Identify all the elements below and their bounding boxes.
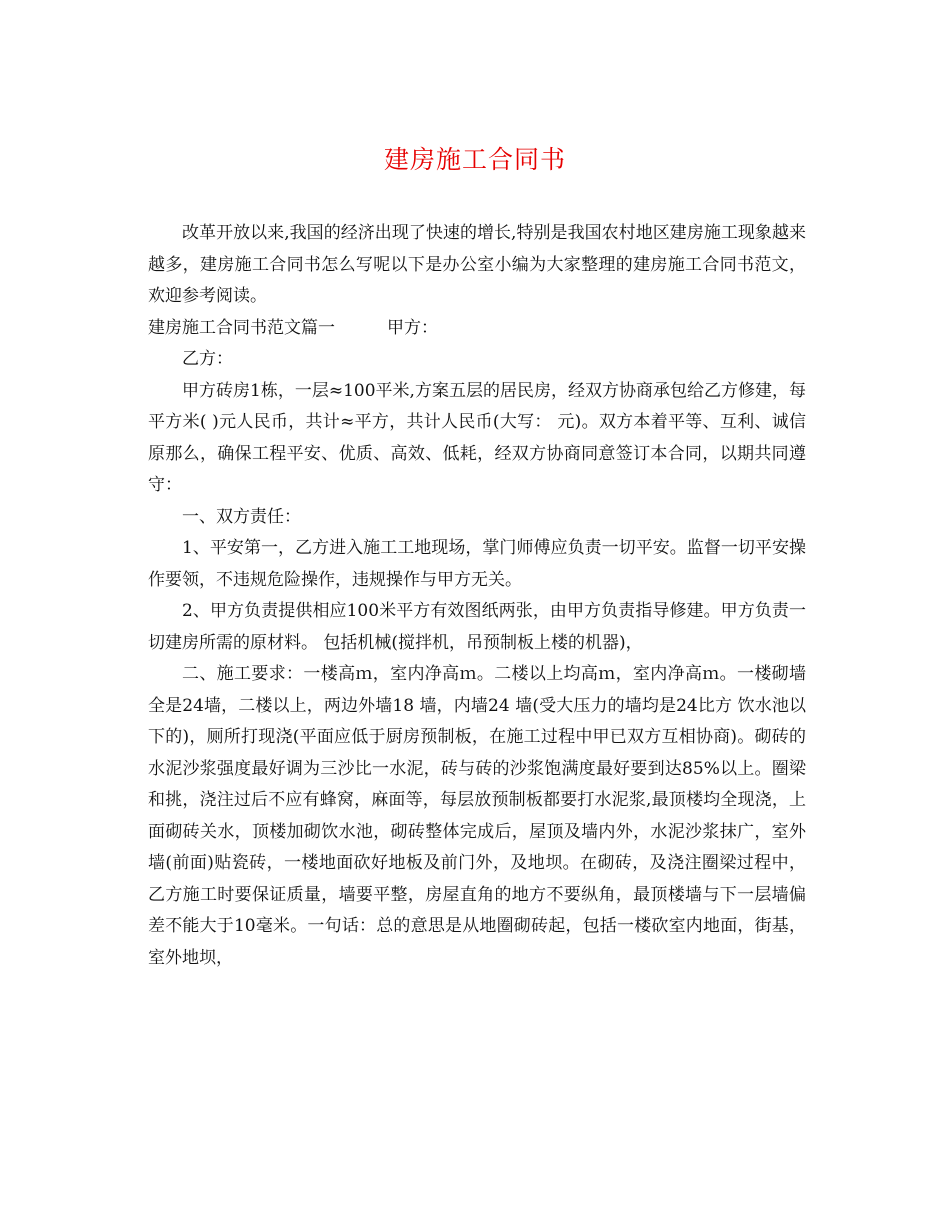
paragraph-safety: 1、平安第一，乙方进入施工工地现场，掌门师傅应负责一切平安。监督一切平安操作要领，不违规危险操作，违规操作与甲方无关。 bbox=[148, 538, 806, 590]
paragraph-materials: 2、甲方负责提供相应100米平方有效图纸两张，由甲方负责指导修建。甲方负责一切建房所需的原材料。 包括机械(搅拌机，吊预制板上楼的机器)， bbox=[148, 601, 806, 653]
paragraph-project-scope: 甲方砖房1栋，一层≈100平米,方案五层的居民房，经双方协商承包给乙方修建，每平方米( )元人民币，共计≈平方，共计人民币(大写： 元)。双方本着平等、互利、诚信原那么，确保工程平安、优质、高效、低耗，经双方协商同意签订本合同，以期共同遵守： bbox=[148, 380, 806, 495]
document-title: 建房施工合同书 bbox=[383, 145, 566, 174]
document-body bbox=[148, 218, 806, 974]
party-b-label: 乙方： bbox=[182, 349, 233, 369]
paragraph-construction-requirements: 二、施工要求：一楼高ｍ，室内净高ｍ。二楼以上均高ｍ，室内净高ｍ。一楼砌墙全是24墙，二楼以上，两边外墙18 墙，内墙24 墙(受大压力的墙均是24比方 饮水池以下的)，厕所打现浇(平面应低于厨房预制板，在施工过程中甲已双方互相协商)。砌砖的水泥沙浆强度最好调为三沙比一水泥，砖与砖的沙浆饱满度最好要到达85%以上。圈梁和挑，浇注过后不应有蜂窝，麻面等，每层放预制板都要打水泥浆,最顶楼均全现浇，上面砌砖关水，顶楼加砌饮水池，砌砖整体完成后，屋顶及墙内外，水泥沙浆抹广，室外墙(前面)贴瓷砖，一楼地面砍好地板及前门外，及地坝。在砌砖，及浇注圈梁过程中，乙方施工时要保证质量，墙要平整，房屋直角的地方不要纵角，最顶楼墙与下一层墙偏差不能大于10毫米。一句话：总的意思是从地圈砌砖起，包括一楼砍室内地面，街基，室外地坝， bbox=[148, 664, 806, 968]
heading-responsibilities: 一、双方责任： bbox=[182, 506, 301, 527]
party-a-label: 甲方： bbox=[387, 317, 438, 338]
section-heading-row bbox=[148, 313, 806, 345]
section-label: 建房施工合同书范文篇一 bbox=[148, 317, 335, 338]
intro-paragraph: 改革开放以来,我国的经济出现了快速的增长,特别是我国农村地区建房施工现象越来越多，建房施工合同书怎么写呢以下是办公室小编为大家整理的建房施工合同书范文，欢迎参考阅读。 bbox=[148, 223, 806, 306]
